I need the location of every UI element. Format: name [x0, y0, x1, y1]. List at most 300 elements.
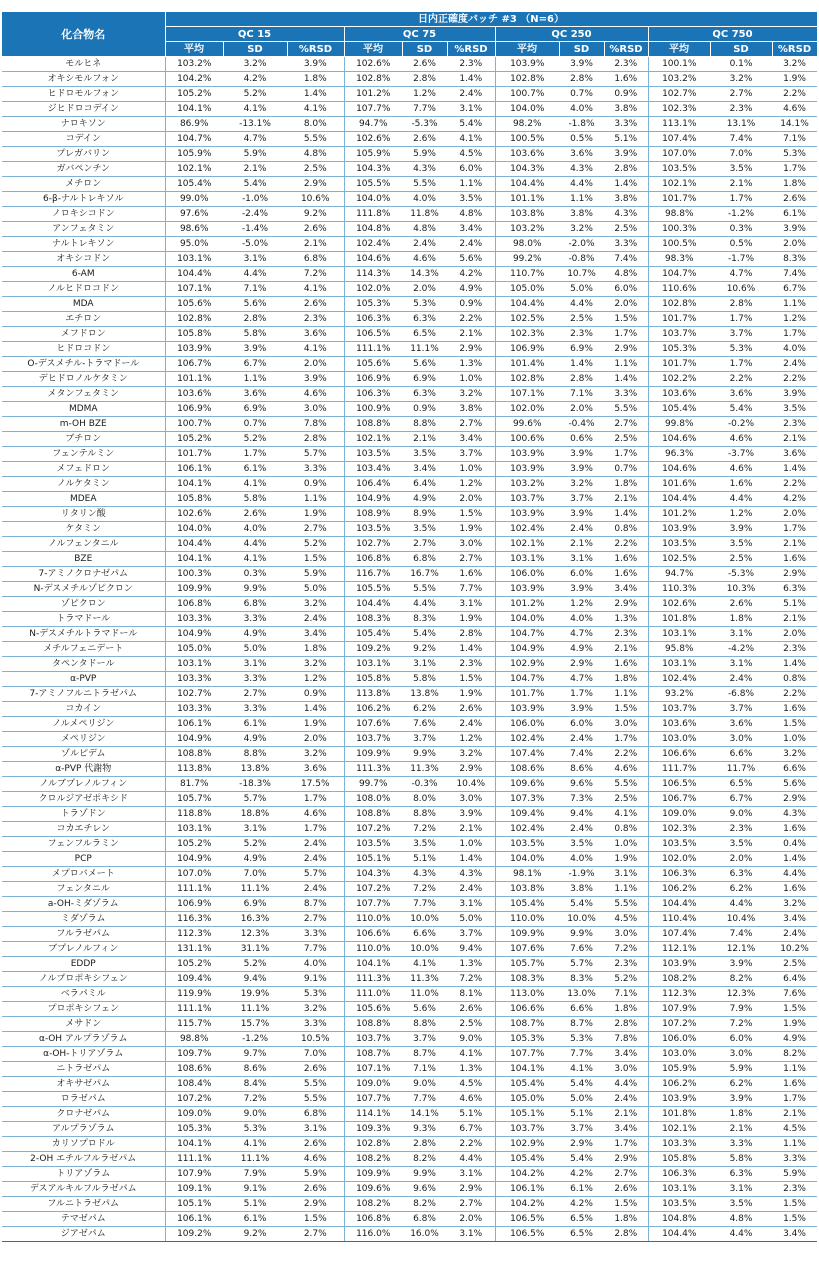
sd-cell: 1.7%	[223, 447, 287, 462]
sd-cell: 0.5%	[710, 237, 772, 252]
sd-cell: 4.9%	[559, 642, 604, 657]
sd-cell: 15.7%	[223, 1017, 287, 1032]
sd-cell: 10.0%	[559, 912, 604, 927]
sd-cell: 4.9%	[223, 627, 287, 642]
header-row-batch	[2, 12, 817, 27]
table-row	[2, 1032, 817, 1047]
mean-cell: 106.6%	[495, 1002, 559, 1017]
mean-cell: 101.2%	[495, 597, 559, 612]
mean-cell: 106.7%	[648, 792, 710, 807]
mean-cell: 103.5%	[648, 162, 710, 177]
rsd-cell: 4.3%	[772, 807, 817, 822]
mean-cell: 107.2%	[344, 822, 402, 837]
mean-cell: 112.3%	[165, 927, 223, 942]
mean-cell: 108.0%	[344, 792, 402, 807]
rsd-cell: 3.1%	[447, 1227, 495, 1242]
sd-cell: 7.7%	[559, 1047, 604, 1062]
compound-name: リタリン酸	[2, 507, 165, 522]
mean-cell: 102.4%	[648, 672, 710, 687]
mean-cell: 98.1%	[495, 867, 559, 882]
mean-cell: 102.4%	[495, 822, 559, 837]
mean-cell: 119.9%	[165, 987, 223, 1002]
rsd-cell: 1.9%	[447, 687, 495, 702]
mean-cell: 103.3%	[165, 612, 223, 627]
table-row	[2, 102, 817, 117]
table-row	[2, 222, 817, 237]
rsd-cell: 4.5%	[447, 147, 495, 162]
compound-name: ノルケタミン	[2, 477, 165, 492]
mean-cell: 109.1%	[165, 1182, 223, 1197]
compound-name: ノルメペリジン	[2, 717, 165, 732]
sd-cell: 4.1%	[559, 1062, 604, 1077]
sd-cell: 4.6%	[710, 432, 772, 447]
table-row	[2, 1197, 817, 1212]
sd-cell: 3.1%	[559, 552, 604, 567]
compound-name: ブチロン	[2, 432, 165, 447]
mean-cell: 102.5%	[495, 312, 559, 327]
mean-cell: 109.2%	[344, 642, 402, 657]
mean-cell: 102.6%	[165, 507, 223, 522]
sd-cell: 1.7%	[559, 687, 604, 702]
sd-cell: 5.2%	[223, 432, 287, 447]
sd-cell: 7.2%	[402, 882, 447, 897]
sd-cell: 4.2%	[559, 1167, 604, 1182]
mean-header: 平均	[495, 42, 559, 57]
sd-cell: 2.1%	[710, 1122, 772, 1137]
rsd-cell: 5.7%	[287, 447, 344, 462]
rsd-cell: 5.5%	[604, 897, 648, 912]
sd-cell: 3.8%	[559, 882, 604, 897]
sd-cell: 7.4%	[559, 747, 604, 762]
rsd-cell: 2.7%	[604, 417, 648, 432]
compound-name: 7-アミノフルニトラゼパム	[2, 687, 165, 702]
sd-cell: 9.0%	[402, 1077, 447, 1092]
rsd-cell: 1.5%	[447, 507, 495, 522]
sd-cell: 3.5%	[710, 837, 772, 852]
mean-cell: 108.8%	[344, 417, 402, 432]
table-row	[2, 462, 817, 477]
rsd-cell: 2.0%	[772, 237, 817, 252]
sd-cell: 5.4%	[559, 1077, 604, 1092]
mean-cell: 104.1%	[165, 1137, 223, 1152]
rsd-cell: 6.1%	[772, 207, 817, 222]
rsd-cell: 5.5%	[604, 777, 648, 792]
table-row	[2, 57, 817, 72]
rsd-cell: 2.3%	[772, 417, 817, 432]
rsd-header: %RSD	[772, 42, 817, 57]
sd-cell: 5.4%	[559, 1152, 604, 1167]
mean-cell: 107.9%	[165, 1167, 223, 1182]
sd-header: SD	[402, 42, 447, 57]
rsd-cell: 3.2%	[447, 747, 495, 762]
rsd-cell: 4.5%	[604, 912, 648, 927]
table-row	[2, 162, 817, 177]
compound-name: ヒドロコドン	[2, 342, 165, 357]
mean-cell: 102.6%	[344, 132, 402, 147]
sd-cell: 3.6%	[710, 387, 772, 402]
rsd-cell: 5.1%	[447, 1107, 495, 1122]
rsd-cell: 3.2%	[287, 657, 344, 672]
table-row	[2, 312, 817, 327]
mean-cell: 108.8%	[344, 1017, 402, 1032]
mean-cell: 105.3%	[165, 1122, 223, 1137]
rsd-cell: 3.1%	[447, 597, 495, 612]
rsd-cell: 2.4%	[447, 717, 495, 732]
rsd-cell: 2.6%	[287, 1062, 344, 1077]
sd-cell: -0.3%	[402, 777, 447, 792]
sd-cell: 5.8%	[223, 327, 287, 342]
rsd-cell: 8.7%	[287, 897, 344, 912]
compound-name: m-OH BZE	[2, 417, 165, 432]
mean-cell: 111.7%	[648, 762, 710, 777]
mean-cell: 111.1%	[165, 882, 223, 897]
sd-cell: 6.1%	[559, 1182, 604, 1197]
sd-cell: 3.1%	[710, 657, 772, 672]
mean-cell: 110.4%	[648, 912, 710, 927]
sd-cell: 7.6%	[402, 717, 447, 732]
rsd-cell: 3.3%	[287, 927, 344, 942]
mean-cell: 101.2%	[648, 507, 710, 522]
mean-cell: 102.6%	[648, 597, 710, 612]
mean-cell: 103.1%	[165, 822, 223, 837]
rsd-cell: 1.0%	[447, 372, 495, 387]
rsd-cell: 3.6%	[287, 762, 344, 777]
sd-cell: 4.4%	[710, 897, 772, 912]
rsd-cell: 8.0%	[287, 117, 344, 132]
sd-header: SD	[710, 42, 772, 57]
sd-cell: 3.6%	[559, 147, 604, 162]
compound-name: トラゾドン	[2, 807, 165, 822]
mean-cell: 109.3%	[344, 1122, 402, 1137]
mean-cell: 101.7%	[648, 192, 710, 207]
rsd-cell: 1.5%	[604, 312, 648, 327]
rsd-cell: 2.3%	[287, 312, 344, 327]
mean-cell: 108.7%	[495, 1017, 559, 1032]
compound-name: ケタミン	[2, 522, 165, 537]
sd-cell: 8.6%	[559, 762, 604, 777]
rsd-cell: 0.9%	[287, 687, 344, 702]
sd-cell: 3.9%	[559, 447, 604, 462]
mean-cell: 105.8%	[165, 492, 223, 507]
rsd-cell: 2.2%	[447, 1137, 495, 1152]
rsd-cell: 3.3%	[604, 237, 648, 252]
rsd-cell: 3.8%	[447, 402, 495, 417]
rsd-cell: 10.2%	[772, 942, 817, 957]
mean-cell: 102.2%	[648, 372, 710, 387]
mean-cell: 103.1%	[648, 1182, 710, 1197]
sd-cell: 9.4%	[223, 972, 287, 987]
sd-cell: 6.2%	[710, 1077, 772, 1092]
rsd-cell: 0.8%	[604, 822, 648, 837]
table-row	[2, 192, 817, 207]
table-row	[2, 357, 817, 372]
sd-cell: 8.8%	[402, 807, 447, 822]
rsd-cell: 2.9%	[604, 1152, 648, 1167]
rsd-cell: 1.7%	[604, 447, 648, 462]
mean-cell: 104.6%	[648, 432, 710, 447]
mean-cell: 131.1%	[165, 942, 223, 957]
rsd-cell: 1.5%	[287, 1212, 344, 1227]
rsd-cell: 3.1%	[604, 867, 648, 882]
mean-cell: 111.3%	[344, 972, 402, 987]
mean-cell: 104.9%	[165, 852, 223, 867]
mean-cell: 107.7%	[344, 897, 402, 912]
sd-cell: 5.9%	[710, 1062, 772, 1077]
sd-cell: 3.9%	[559, 507, 604, 522]
sd-cell: 11.1%	[223, 882, 287, 897]
mean-cell: 102.0%	[344, 282, 402, 297]
compound-name: コカイン	[2, 702, 165, 717]
mean-cell: 109.6%	[344, 1182, 402, 1197]
sd-cell: 6.9%	[402, 372, 447, 387]
rsd-cell: 3.9%	[772, 222, 817, 237]
sd-cell: 3.2%	[559, 222, 604, 237]
sd-cell: -1.4%	[223, 222, 287, 237]
sd-cell: 7.1%	[559, 387, 604, 402]
sd-cell: 9.2%	[223, 1227, 287, 1242]
mean-cell: 103.2%	[495, 477, 559, 492]
sd-cell: 4.1%	[223, 1137, 287, 1152]
rsd-cell: 8.1%	[447, 987, 495, 1002]
compound-name: ナルトレキソン	[2, 237, 165, 252]
rsd-cell: 1.8%	[604, 672, 648, 687]
mean-cell: 106.9%	[165, 402, 223, 417]
sd-cell: 10.3%	[710, 582, 772, 597]
sd-cell: -3.7%	[710, 447, 772, 462]
rsd-cell: 2.3%	[447, 657, 495, 672]
sd-cell: 2.7%	[710, 87, 772, 102]
mean-cell: 105.2%	[165, 87, 223, 102]
sd-cell: 5.8%	[710, 1152, 772, 1167]
sd-cell: 2.3%	[710, 102, 772, 117]
mean-cell: 102.5%	[648, 552, 710, 567]
mean-cell: 108.7%	[344, 1047, 402, 1062]
table-row	[2, 1002, 817, 1017]
mean-cell: 102.8%	[495, 372, 559, 387]
rsd-cell: 1.7%	[772, 1092, 817, 1107]
mean-cell: 102.1%	[648, 1122, 710, 1137]
sd-cell: 6.9%	[559, 342, 604, 357]
mean-cell: 109.4%	[495, 807, 559, 822]
table-row	[2, 987, 817, 1002]
sd-cell: 9.6%	[559, 777, 604, 792]
rsd-cell: 3.2%	[287, 747, 344, 762]
mean-cell: 106.6%	[648, 747, 710, 762]
mean-cell: 105.3%	[648, 342, 710, 357]
rsd-cell: 3.1%	[447, 102, 495, 117]
sd-cell: 3.5%	[559, 837, 604, 852]
rsd-cell: 3.2%	[447, 387, 495, 402]
mean-cell: 108.3%	[495, 972, 559, 987]
mean-cell: 107.4%	[648, 132, 710, 147]
mean-cell: 103.3%	[648, 1137, 710, 1152]
mean-cell: 109.9%	[165, 582, 223, 597]
rsd-cell: 3.2%	[287, 597, 344, 612]
rsd-cell: 2.7%	[287, 912, 344, 927]
rsd-cell: 2.8%	[604, 1017, 648, 1032]
rsd-cell: 2.9%	[287, 1197, 344, 1212]
rsd-cell: 3.9%	[287, 57, 344, 72]
sd-cell: 0.7%	[223, 417, 287, 432]
sd-cell: 19.9%	[223, 987, 287, 1002]
rsd-cell: 2.6%	[287, 297, 344, 312]
rsd-cell: 3.2%	[287, 1002, 344, 1017]
mean-cell: 103.5%	[495, 837, 559, 852]
rsd-cell: 1.6%	[604, 72, 648, 87]
rsd-cell: 5.9%	[287, 567, 344, 582]
sd-cell: 11.1%	[223, 1152, 287, 1167]
mean-cell: 104.7%	[165, 132, 223, 147]
rsd-cell: 3.7%	[447, 927, 495, 942]
sd-cell: 2.3%	[710, 822, 772, 837]
rsd-cell: 4.1%	[287, 282, 344, 297]
sd-cell: 2.5%	[559, 312, 604, 327]
mean-cell: 112.1%	[648, 942, 710, 957]
rsd-cell: 3.4%	[604, 1122, 648, 1137]
sd-cell: 6.7%	[710, 792, 772, 807]
rsd-cell: 4.4%	[772, 867, 817, 882]
sd-cell: 3.7%	[710, 327, 772, 342]
mean-cell: 107.2%	[165, 1092, 223, 1107]
sd-cell: 18.8%	[223, 807, 287, 822]
sd-cell: 4.9%	[402, 492, 447, 507]
rsd-cell: 4.1%	[604, 807, 648, 822]
rsd-cell: 5.1%	[772, 597, 817, 612]
sd-cell: 6.8%	[402, 552, 447, 567]
table-row	[2, 1182, 817, 1197]
rsd-cell: 1.4%	[447, 642, 495, 657]
table-row	[2, 1077, 817, 1092]
sd-cell: 4.1%	[223, 552, 287, 567]
compound-name: ゾピクロン	[2, 597, 165, 612]
mean-cell: 103.5%	[344, 447, 402, 462]
rsd-cell: 2.6%	[287, 1137, 344, 1152]
sd-cell: 4.7%	[559, 672, 604, 687]
sd-cell: 5.4%	[223, 177, 287, 192]
sd-cell: 6.9%	[223, 897, 287, 912]
sd-cell: -18.3%	[223, 777, 287, 792]
mean-cell: 105.6%	[165, 297, 223, 312]
mean-cell: 105.5%	[344, 177, 402, 192]
table-row	[2, 327, 817, 342]
sd-cell: 5.1%	[223, 1197, 287, 1212]
sd-cell: 2.0%	[402, 282, 447, 297]
sd-cell: 4.0%	[402, 192, 447, 207]
sd-cell: 1.1%	[223, 372, 287, 387]
mean-cell: 104.3%	[344, 867, 402, 882]
mean-cell: 98.0%	[495, 237, 559, 252]
table-row	[2, 72, 817, 87]
mean-cell: 109.9%	[495, 927, 559, 942]
compound-name: コカエチレン	[2, 822, 165, 837]
mean-cell: 103.9%	[495, 582, 559, 597]
rsd-cell: 2.5%	[287, 162, 344, 177]
mean-cell: 103.6%	[165, 387, 223, 402]
mean-cell: 102.7%	[165, 687, 223, 702]
table-row	[2, 717, 817, 732]
sd-cell: 4.7%	[559, 627, 604, 642]
mean-cell: 107.2%	[344, 882, 402, 897]
table-row	[2, 552, 817, 567]
mean-cell: 102.7%	[344, 537, 402, 552]
sd-cell: 5.7%	[559, 957, 604, 972]
rsd-cell: 7.1%	[772, 132, 817, 147]
table-row	[2, 1092, 817, 1107]
mean-cell: 102.6%	[344, 57, 402, 72]
rsd-cell: 1.2%	[447, 477, 495, 492]
rsd-cell: 1.6%	[604, 552, 648, 567]
table-row	[2, 642, 817, 657]
mean-cell: 101.2%	[344, 87, 402, 102]
table-row	[2, 852, 817, 867]
rsd-cell: 2.1%	[287, 237, 344, 252]
sd-cell: 5.4%	[710, 402, 772, 417]
table-row	[2, 567, 817, 582]
rsd-cell: 2.1%	[447, 822, 495, 837]
table-row	[2, 657, 817, 672]
sd-cell: 2.4%	[559, 732, 604, 747]
mean-cell: 105.5%	[344, 582, 402, 597]
table-row	[2, 402, 817, 417]
table-row	[2, 687, 817, 702]
mean-cell: 108.2%	[648, 972, 710, 987]
sd-cell: 5.6%	[402, 357, 447, 372]
mean-cell: 104.3%	[495, 162, 559, 177]
mean-cell: 106.1%	[495, 1182, 559, 1197]
rsd-cell: 1.3%	[447, 1062, 495, 1077]
sd-cell: 4.6%	[402, 252, 447, 267]
rsd-cell: 2.6%	[447, 702, 495, 717]
compound-name: テマゼパム	[2, 1212, 165, 1227]
mean-cell: 109.4%	[165, 972, 223, 987]
sd-cell: 9.9%	[402, 747, 447, 762]
rsd-cell: 2.3%	[604, 957, 648, 972]
mean-cell: 103.7%	[495, 1122, 559, 1137]
sd-cell: 11.8%	[402, 207, 447, 222]
mean-cell: 116.3%	[165, 912, 223, 927]
sd-cell: 13.0%	[559, 987, 604, 1002]
sd-cell: 7.4%	[710, 927, 772, 942]
rsd-cell: 1.5%	[604, 702, 648, 717]
sd-cell: 10.0%	[402, 912, 447, 927]
sd-cell: 9.9%	[559, 927, 604, 942]
rsd-cell: 3.0%	[604, 1062, 648, 1077]
rsd-cell: 3.4%	[772, 912, 817, 927]
compound-name: MDA	[2, 297, 165, 312]
rsd-cell: 1.8%	[604, 477, 648, 492]
rsd-cell: 3.9%	[604, 147, 648, 162]
mean-cell: 110.0%	[495, 912, 559, 927]
rsd-cell: 5.3%	[287, 987, 344, 1002]
sd-cell: 2.9%	[559, 657, 604, 672]
mean-cell: 104.1%	[344, 957, 402, 972]
sd-cell: 5.4%	[559, 897, 604, 912]
rsd-cell: 3.3%	[604, 117, 648, 132]
mean-cell: 100.3%	[648, 222, 710, 237]
rsd-cell: 1.5%	[772, 1002, 817, 1017]
rsd-cell: 4.1%	[287, 342, 344, 357]
sd-cell: 8.7%	[402, 1047, 447, 1062]
sd-cell: 1.7%	[710, 312, 772, 327]
sd-cell: 0.3%	[710, 222, 772, 237]
rsd-cell: 1.9%	[604, 852, 648, 867]
table-row	[2, 1122, 817, 1137]
rsd-cell: 2.3%	[604, 627, 648, 642]
table-row	[2, 627, 817, 642]
sd-cell: 5.2%	[223, 837, 287, 852]
sd-cell: 9.9%	[402, 1167, 447, 1182]
sd-cell: 1.2%	[710, 507, 772, 522]
